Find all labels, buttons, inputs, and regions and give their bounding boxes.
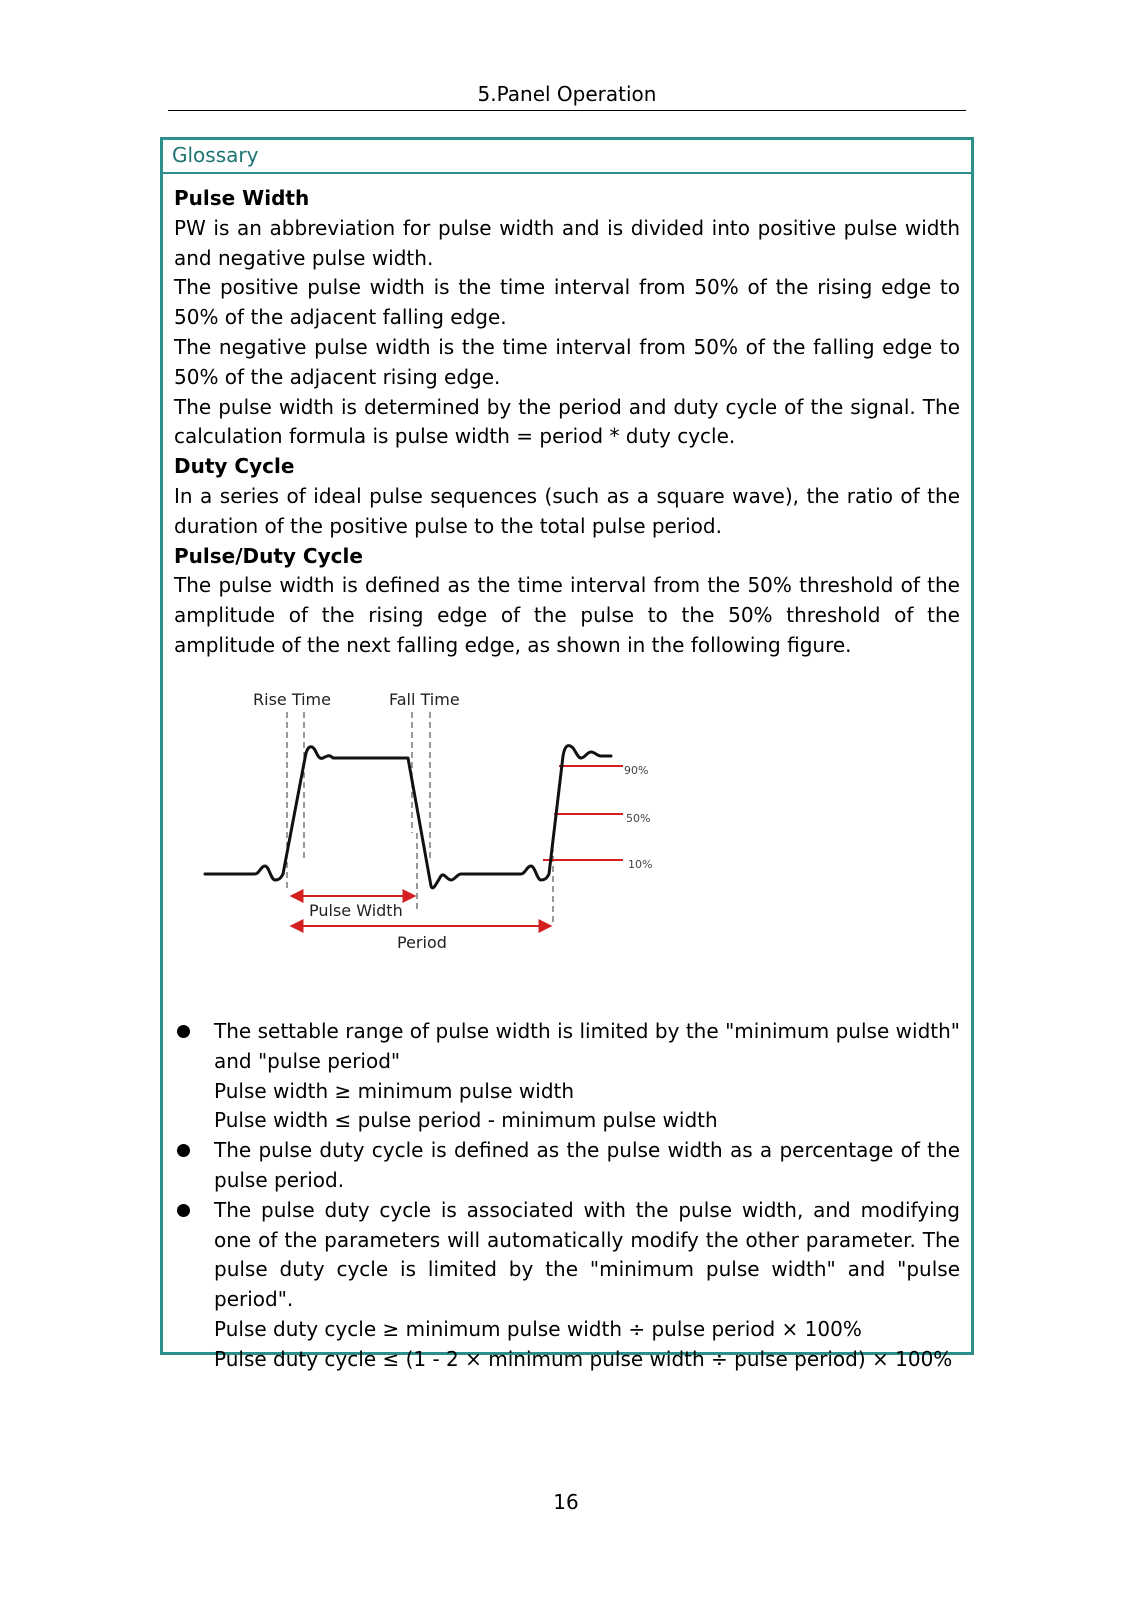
formula-line: Pulse width ≤ pulse period - minimum pulse width xyxy=(214,1108,718,1133)
notes-list xyxy=(174,1017,960,1375)
pulse-waveform xyxy=(205,746,611,888)
paragraph: The pulse width is determined by the period and duty cycle of the signal. The calculation formula is pulse width = period * duty cycle. xyxy=(174,394,960,449)
page-header-title: 5.Panel Operation xyxy=(477,82,657,106)
paragraph: In a series of ideal pulse sequences (such as a square wave), the ratio of the duration of the positive pulse to the total pulse period. xyxy=(174,483,960,538)
level-50-label: 50% xyxy=(626,812,651,825)
paragraph: The pulse width is defined as the time interval from the 50% threshold of the amplitude of the rising edge of the pulse to the 50% threshold of the amplitude of the next falling edge, as shown in the following figure. xyxy=(174,573,960,657)
level-90-label: 90% xyxy=(624,764,649,777)
glossary-body xyxy=(174,184,960,661)
formula-line: Pulse width ≥ minimum pulse width xyxy=(214,1078,575,1103)
period-label: Period xyxy=(397,933,447,952)
glossary-box xyxy=(160,137,974,1371)
bullet-text: The pulse duty cycle is associated with the pulse width, and modifying one of the parameters will automatically modify the other parameter. The pulse duty cycle is limited by the "minimum pulse width" and "pulse period". xyxy=(214,1197,960,1312)
level-10-label: 10% xyxy=(628,858,653,871)
bullet-text: The settable range of pulse width is limited by the "minimum pulse width" and "pulse period" xyxy=(214,1019,960,1073)
glossary-heading: Glossary xyxy=(163,140,971,174)
pulse-waveform-figure xyxy=(203,688,683,958)
term-duty-cycle: Duty Cycle xyxy=(174,454,295,479)
bullet-icon xyxy=(177,1204,190,1217)
formula-line: Pulse duty cycle ≤ (1 - 2 × minimum pulse width ÷ pulse period) × 100% xyxy=(214,1346,953,1371)
rise-time-label: Rise Time xyxy=(253,690,331,709)
fall-time-label: Fall Time xyxy=(389,690,460,709)
paragraph: The positive pulse width is the time interval from 50% of the rising edge to 50% of the adjacent falling edge. xyxy=(174,275,960,330)
term-pulse-width: Pulse Width xyxy=(174,186,310,210)
list-item xyxy=(174,1196,960,1375)
formula-line: Pulse duty cycle ≥ minimum pulse width ÷ pulse period × 100% xyxy=(214,1316,862,1341)
term-pulse-duty-cycle: Pulse/Duty Cycle xyxy=(174,543,363,568)
bullet-text: The pulse duty cycle is defined as the pulse width as a percentage of the pulse period. xyxy=(214,1138,960,1192)
header-divider xyxy=(168,110,966,111)
list-item xyxy=(174,1017,960,1136)
page-number: 16 xyxy=(553,1490,579,1514)
bullet-icon xyxy=(177,1025,190,1038)
paragraph: The negative pulse width is the time interval from 50% of the falling edge to 50% of the adjacent rising edge. xyxy=(174,334,960,389)
bullet-icon xyxy=(177,1144,190,1157)
paragraph: PW is an abbreviation for pulse width and is divided into positive pulse width and negative pulse width. xyxy=(174,215,960,270)
list-item xyxy=(174,1136,960,1196)
pulse-width-label: Pulse Width xyxy=(309,901,403,920)
